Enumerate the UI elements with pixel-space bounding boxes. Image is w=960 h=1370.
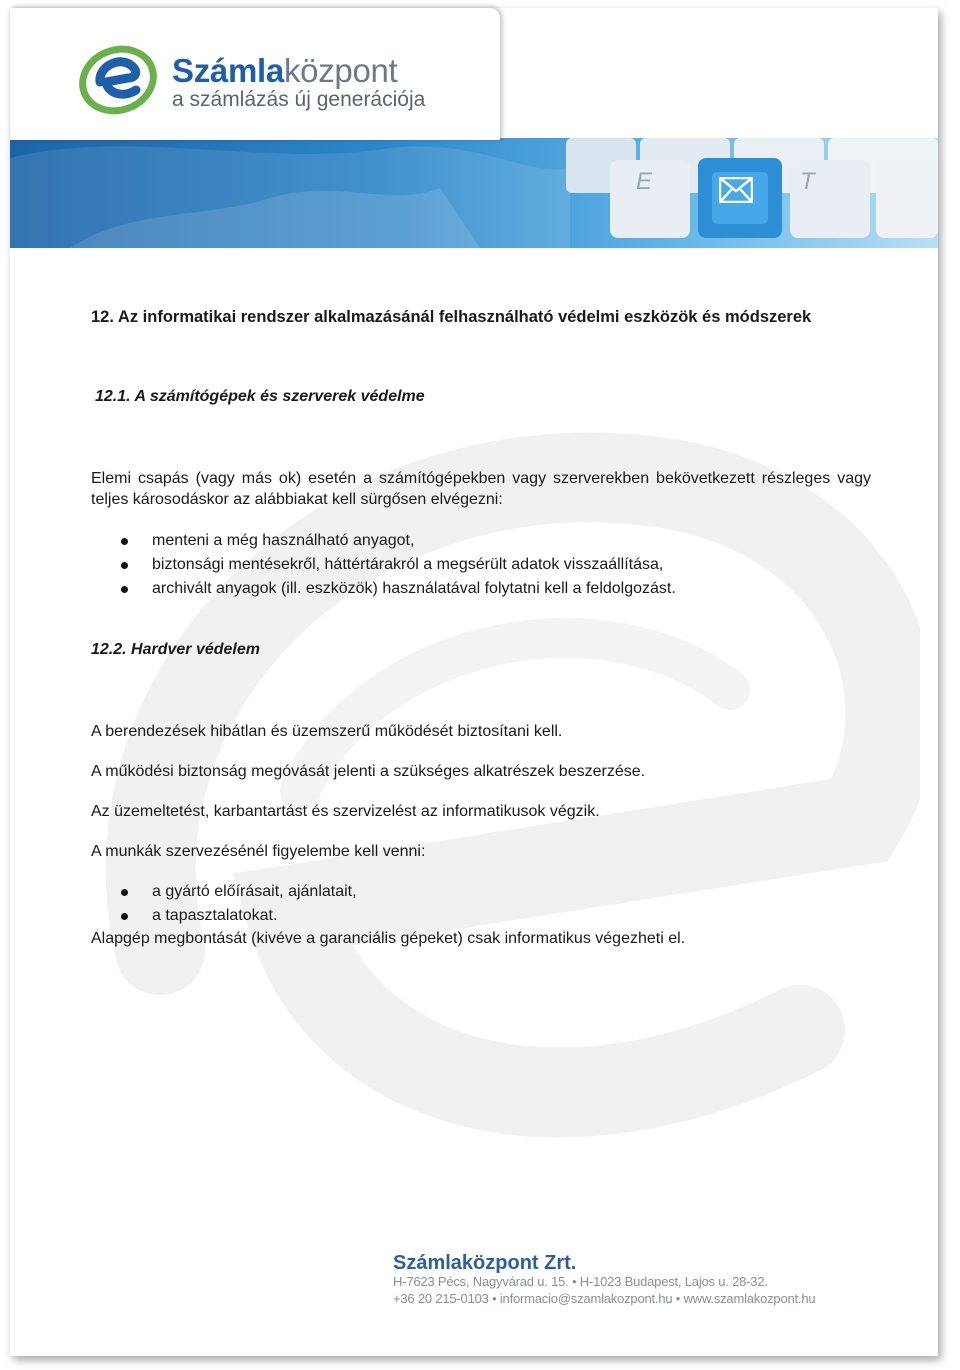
list-item: biztonsági mentésekről, háttértárakról a megsérült adatok visszaállítása, [91, 553, 676, 577]
section-2-paragraph-4: A munkák szervezésénél figyelembe kell venni: [91, 843, 426, 860]
list-item: a gyártó előírásait, ajánlatait, [91, 880, 357, 904]
brand-name [172, 52, 397, 90]
list-item: archivált anyagok (ill. eszközök) használatával folytatni kell a feldolgozást. [91, 577, 676, 601]
section-2-paragraph-5: Alapgép megbontását (kivéve a garanciális gépeket) csak informatikus végezheti el. [91, 930, 686, 947]
key-label-e: E [636, 168, 653, 195]
brand-name-part2: központ [283, 52, 398, 89]
section-2-paragraph-1: A berendezések hibátlan és üzemszerű működését biztosítani kell. [91, 723, 563, 740]
section-1-intro: Elemi csapás (vagy más ok) esetén a számítógépekben vagy szerverekben bekövetkezett részleges vagy teljes károsodáskor az alábbiakat kell sürgősen elvégezni: [91, 470, 871, 508]
logo-e-icon [78, 38, 158, 118]
list-item: a tapasztalatokat. [91, 904, 357, 928]
section-1-title: 12.1. A számítógépek és szerverek védelme [95, 388, 425, 405]
section-2-paragraph-2: A működési biztonság megóvását jelenti a szükséges alkatrészek beszerzése. [91, 763, 646, 780]
list-item: menteni a még használható anyagot, [91, 529, 676, 553]
footer-address: H-7623 Pécs, Nagyvárad u. 15. • H-1023 Budapest, Lajos u. 28-32. [393, 1274, 768, 1289]
section-2-title: 12.2. Hardver védelem [91, 641, 260, 658]
section-2-paragraph-3: Az üzemeltetést, karbantartást és szervizelést az informatikusok végzik. [91, 803, 600, 820]
main-heading: 12. Az informatikai rendszer alkalmazásánál felhasználható védelmi eszközök és módszerek [91, 308, 812, 326]
brand-tagline: a számlázás új generációja [172, 88, 426, 111]
key-label-t: T [800, 168, 815, 195]
brand-name-part1: Számla [172, 52, 284, 89]
section-2-bullet-list [91, 880, 357, 928]
logo-area [10, 8, 500, 140]
footer-contact: +36 20 215-0103 • informacio@szamlakozpont.hu • www.szamlakozpont.hu [393, 1291, 816, 1306]
footer-company-name: Számlaközpont Zrt. [393, 1252, 577, 1274]
section-1-bullet-list [91, 529, 676, 601]
